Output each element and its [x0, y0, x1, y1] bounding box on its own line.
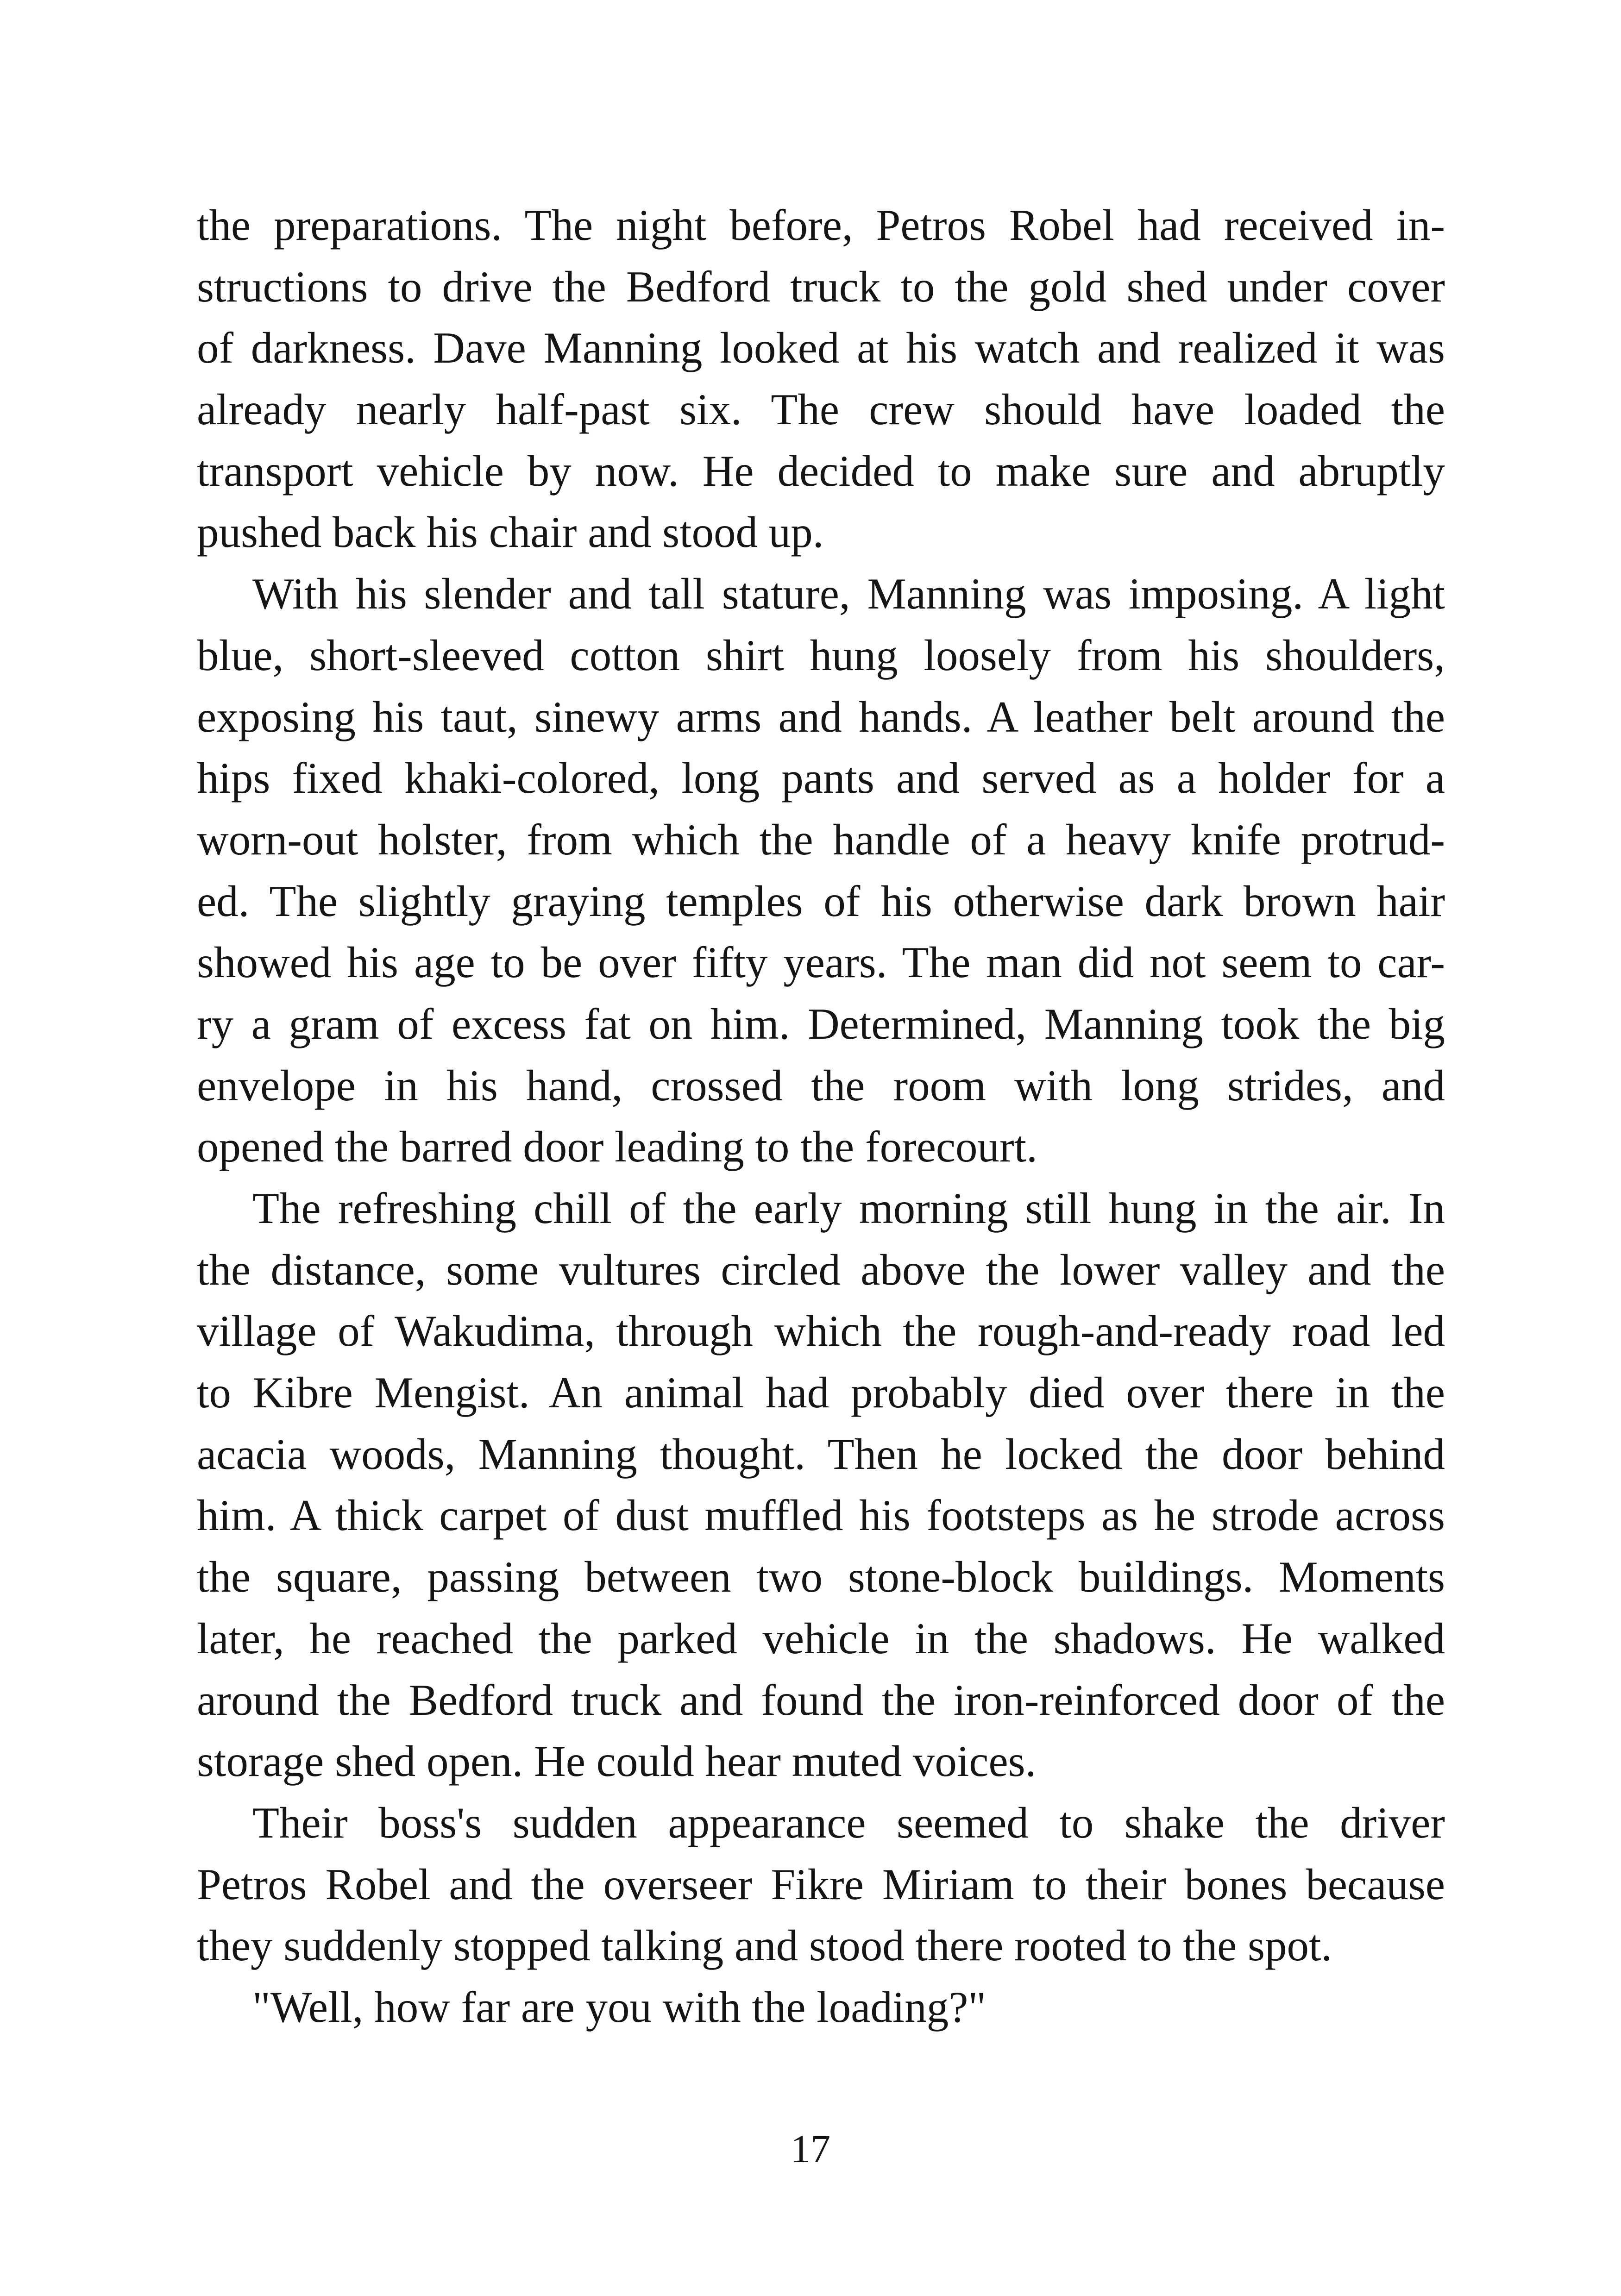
body-text — [197, 194, 1445, 2038]
text-line: the preparations. The night before, Petros Robel had received in- — [197, 201, 1445, 250]
text-line: him. A thick carpet of dust muffled his footsteps as he strode across — [197, 1491, 1445, 1540]
text-line: they suddenly stopped talking and stood there rooted to the spot. — [197, 1921, 1332, 1970]
text-line: With his slender and tall stature, Manning was imposing. A light — [252, 569, 1445, 619]
text-line: of darkness. Dave Manning looked at his watch and realized it was — [197, 323, 1445, 373]
paragraph — [197, 1792, 1445, 1976]
text-line: worn-out holster, from which the handle of a heavy knife protrud- — [197, 815, 1445, 864]
text-line: showed his age to be over fifty years. The man did not seem to car- — [197, 938, 1445, 987]
text-line: blue, short-sleeved cotton shirt hung loosely from his shoulders, — [197, 630, 1445, 680]
text-line: already nearly half-past six. The crew should have loaded the — [197, 385, 1445, 434]
paragraph — [197, 563, 1445, 1178]
text-line: envelope in his hand, crossed the room with long strides, and — [197, 1060, 1445, 1110]
text-line: Petros Robel and the overseer Fikre Miriam to their bones because — [197, 1859, 1445, 1909]
text-line: pushed back his chair and stood up. — [197, 508, 824, 557]
text-line: The refreshing chill of the early morning still hung in the air. In — [252, 1184, 1445, 1233]
text-line: around the Bedford truck and found the iron-reinforced door of the — [197, 1675, 1445, 1725]
page-number: 17 — [791, 2127, 830, 2171]
text-line: later, he reached the parked vehicle in the shadows. He walked — [197, 1613, 1445, 1663]
text-line: Their boss's sudden appearance seemed to shake the driver — [252, 1798, 1445, 1847]
text-line: storage shed open. He could hear muted voices. — [197, 1737, 1037, 1786]
text-line: to Kibre Mengist. An animal had probably died over there in the — [197, 1368, 1445, 1418]
text-line: exposing his taut, sinewy arms and hands. A leather belt around the — [197, 692, 1445, 741]
text-line: hips fixed khaki-colored, long pants and served as a holder for a — [197, 753, 1445, 803]
paragraph — [197, 1178, 1445, 1792]
text-line: ed. The slightly graying temples of his otherwise dark brown hair — [197, 876, 1445, 926]
paragraph — [197, 194, 1445, 563]
paragraph — [197, 1976, 1445, 2038]
text-line: ry a gram of excess fat on him. Determined, Manning took the big — [197, 999, 1445, 1048]
text-line: the distance, some vultures circled above the lower valley and the — [197, 1245, 1445, 1294]
text-line: village of Wakudima, through which the rough-and-ready road led — [197, 1306, 1445, 1356]
text-line: "Well, how far are you with the loading?" — [252, 1982, 986, 2032]
text-line: the square, passing between two stone-block buildings. Moments — [197, 1552, 1445, 1602]
text-line: structions to drive the Bedford truck to the gold shed under cover — [197, 262, 1445, 311]
text-line: acacia woods, Manning thought. Then he locked the door behind — [197, 1429, 1445, 1479]
text-line: transport vehicle by now. He decided to make sure and abruptly — [197, 446, 1445, 496]
text-line: opened the barred door leading to the forecourt. — [197, 1122, 1037, 1172]
